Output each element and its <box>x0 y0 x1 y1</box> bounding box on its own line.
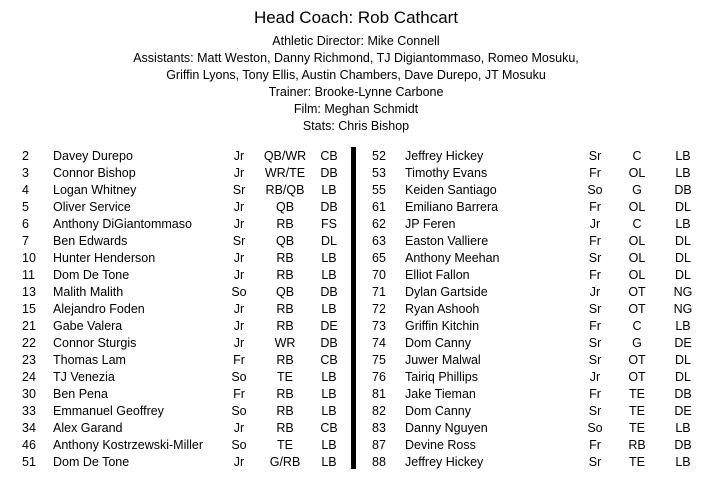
player-name: Jeffrey Hickey <box>405 455 484 469</box>
player-year: Jr <box>233 302 245 316</box>
offense-position: TE <box>277 370 293 384</box>
offense-position: WR/TE <box>264 166 306 180</box>
player-number: 46 <box>22 438 36 452</box>
offense-position: G <box>632 183 642 197</box>
player-number: 76 <box>372 370 386 384</box>
player-year: Fr <box>589 200 601 214</box>
roster-row <box>360 148 712 165</box>
player-number: 82 <box>372 404 386 418</box>
defense-position: DB <box>320 200 338 214</box>
player-number: 11 <box>22 268 35 282</box>
player-number: 71 <box>372 285 386 299</box>
player-name: Dom Canny <box>405 404 471 418</box>
player-name: Alex Garand <box>53 421 123 435</box>
roster-row <box>0 250 350 267</box>
player-year: Sr <box>232 234 246 248</box>
defense-position: DL <box>675 251 691 265</box>
player-name: Griffin Kitchin <box>405 319 480 333</box>
offense-position: QB/WR <box>263 149 307 163</box>
player-name: Juwer Malwal <box>405 353 481 367</box>
player-number: 70 <box>372 268 386 282</box>
roster-row <box>360 165 712 182</box>
player-number: 62 <box>372 217 386 231</box>
roster-row <box>0 369 350 386</box>
offense-position: QB <box>275 200 295 214</box>
player-name: Ben Edwards <box>53 234 128 248</box>
player-number: 10 <box>22 251 36 265</box>
assistants-line-1: Assistants: Matt Weston, Danny Richmond, TJ Digiantommaso, Romeo Mosuku, <box>133 51 579 65</box>
roster-row <box>360 199 712 216</box>
defense-position: DL <box>675 353 691 367</box>
offense-position: RB <box>276 217 294 231</box>
player-number: 21 <box>22 319 36 333</box>
player-year: Sr <box>588 353 602 367</box>
defense-position: DE <box>674 404 692 418</box>
defense-position: DB <box>674 438 692 452</box>
defense-position: LB <box>321 302 337 316</box>
roster-row <box>360 318 712 335</box>
player-number: 13 <box>22 285 36 299</box>
player-name: Emiliano Barrera <box>405 200 499 214</box>
player-number: 5 <box>22 200 29 214</box>
defense-position: DL <box>675 370 691 384</box>
offense-position: TE <box>277 438 293 452</box>
athletic-director-line: Athletic Director: Mike Connell <box>272 34 440 48</box>
player-year: Sr <box>232 183 246 197</box>
player-number: 6 <box>22 217 29 231</box>
offense-position: RB <box>276 302 294 316</box>
offense-position: OL <box>628 234 646 248</box>
offense-position: RB <box>276 319 294 333</box>
player-name: JP Feren <box>405 217 456 231</box>
roster-row <box>360 454 712 471</box>
defense-position: LB <box>321 251 337 265</box>
player-name: Logan Whitney <box>53 183 137 197</box>
player-year: Sr <box>588 251 602 265</box>
defense-position: NG <box>673 285 693 299</box>
player-year: So <box>231 438 247 452</box>
player-number: 15 <box>22 302 36 316</box>
offense-position: QB <box>275 285 295 299</box>
roster-row <box>360 301 712 318</box>
player-number: 4 <box>22 183 29 197</box>
defense-position: DL <box>675 200 691 214</box>
defense-position: LB <box>321 404 337 418</box>
player-number: 81 <box>372 387 386 401</box>
offense-position: C <box>632 149 642 163</box>
film-line: Film: Meghan Schmidt <box>293 102 419 116</box>
player-number: 63 <box>372 234 386 248</box>
player-year: Fr <box>589 166 601 180</box>
player-name: Elliot Fallon <box>405 268 470 282</box>
player-name: Tairiq Phillips <box>405 370 478 384</box>
player-name: Ben Pena <box>53 387 108 401</box>
head-coach-title: Head Coach: Rob Cathcart <box>253 8 459 27</box>
offense-position: OT <box>628 370 646 384</box>
offense-position: C <box>632 217 642 231</box>
roster-row <box>360 233 712 250</box>
player-name: Jeffrey Hickey <box>405 149 484 163</box>
offense-position: OL <box>628 251 646 265</box>
roster-row <box>0 216 350 233</box>
roster-row <box>0 165 350 182</box>
defense-position: DL <box>321 234 337 248</box>
player-name: Timothy Evans <box>405 166 488 180</box>
player-year: So <box>587 421 603 435</box>
player-name: Connor Bishop <box>53 166 136 180</box>
offense-position: RB <box>276 387 294 401</box>
player-name: Thomas Lam <box>53 353 126 367</box>
offense-position: RB <box>628 438 646 452</box>
player-number: 2 <box>22 149 29 163</box>
roster-row <box>360 216 712 233</box>
player-year: Fr <box>233 353 245 367</box>
defense-position: FS <box>321 217 337 231</box>
player-name: Keiden Santiago <box>405 183 497 197</box>
player-year: Fr <box>589 268 601 282</box>
defense-position: DL <box>675 234 691 248</box>
defense-position: LB <box>675 166 691 180</box>
player-number: 51 <box>22 455 36 469</box>
player-name: Jake Tieman <box>405 387 476 401</box>
roster-row <box>0 301 350 318</box>
offense-position: RB <box>276 268 294 282</box>
player-year: Sr <box>588 404 602 418</box>
player-year: So <box>231 404 247 418</box>
player-year: Jr <box>589 370 601 384</box>
player-name: Anthony Kostrzewski-Miller <box>53 438 204 452</box>
player-number: 22 <box>22 336 36 350</box>
player-year: Jr <box>233 149 245 163</box>
player-year: Jr <box>233 217 245 231</box>
player-year: So <box>231 370 247 384</box>
player-number: 65 <box>372 251 386 265</box>
roster-row <box>0 267 350 284</box>
offense-position: RB <box>276 421 294 435</box>
defense-position: LB <box>321 387 337 401</box>
player-number: 33 <box>22 404 36 418</box>
roster-row <box>360 182 712 199</box>
player-name: Gabe Valera <box>53 319 123 333</box>
defense-position: LB <box>321 455 337 469</box>
roster-row <box>360 437 712 454</box>
roster-row <box>360 403 712 420</box>
offense-position: TE <box>629 455 645 469</box>
column-divider <box>351 147 356 469</box>
roster-row <box>360 386 712 403</box>
defense-position: DB <box>320 166 338 180</box>
player-name: Dylan Gartside <box>405 285 488 299</box>
offense-position: RB <box>276 251 294 265</box>
offense-position: RB <box>276 353 294 367</box>
offense-position: TE <box>629 421 645 435</box>
offense-position: OL <box>628 166 646 180</box>
defense-position: CB <box>320 353 338 367</box>
roster-row <box>360 352 712 369</box>
player-name: Anthony Meehan <box>405 251 500 265</box>
player-number: 73 <box>372 319 386 333</box>
player-year: Jr <box>233 268 245 282</box>
player-year: Jr <box>233 421 245 435</box>
roster-row <box>0 182 350 199</box>
roster-row <box>0 199 350 216</box>
trainer-line: Trainer: Brooke-Lynne Carbone <box>268 85 444 99</box>
player-number: 3 <box>22 166 29 180</box>
roster-row <box>0 454 350 471</box>
roster-row <box>0 318 350 335</box>
player-number: 83 <box>372 421 386 435</box>
player-year: So <box>231 285 247 299</box>
player-name: Devine Ross <box>405 438 476 452</box>
offense-position: OT <box>628 285 646 299</box>
player-number: 61 <box>372 200 386 214</box>
defense-position: LB <box>675 421 691 435</box>
roster-row <box>360 335 712 352</box>
player-number: 74 <box>372 336 386 350</box>
player-name: TJ Venezia <box>53 370 115 384</box>
roster-row <box>360 420 712 437</box>
player-name: Connor Sturgis <box>53 336 137 350</box>
player-year: Jr <box>233 251 245 265</box>
player-year: Fr <box>589 387 601 401</box>
defense-position: DE <box>320 319 338 333</box>
player-number: 30 <box>22 387 36 401</box>
assistants-line-2: Griffin Lyons, Tony Ellis, Austin Chambers, Dave Durepo, JT Mosuku <box>166 68 546 82</box>
offense-position: C <box>632 319 642 333</box>
defense-position: CB <box>320 149 338 163</box>
player-number: 53 <box>372 166 386 180</box>
player-year: Fr <box>589 234 601 248</box>
player-year: Jr <box>233 336 245 350</box>
player-year: Jr <box>233 319 245 333</box>
roster-row <box>0 403 350 420</box>
player-name: Dom Canny <box>405 336 471 350</box>
defense-position: DB <box>674 387 692 401</box>
player-number: 72 <box>372 302 386 316</box>
roster-row <box>0 284 350 301</box>
player-year: Sr <box>588 336 602 350</box>
offense-position: QB <box>275 234 295 248</box>
offense-position: OT <box>628 302 646 316</box>
defense-position: DE <box>674 336 692 350</box>
defense-position: LB <box>321 370 337 384</box>
player-name: Davey Durepo <box>53 149 133 163</box>
defense-position: LB <box>675 149 691 163</box>
player-year: Jr <box>589 285 601 299</box>
player-year: Jr <box>233 166 245 180</box>
player-number: 75 <box>372 353 386 367</box>
defense-position: LB <box>675 319 691 333</box>
player-name: Emmanuel Geoffrey <box>53 404 164 418</box>
player-year: So <box>587 183 603 197</box>
roster-row <box>0 352 350 369</box>
defense-position: LB <box>321 268 337 282</box>
defense-position: CB <box>320 421 338 435</box>
player-number: 23 <box>22 353 36 367</box>
offense-position: RB <box>276 404 294 418</box>
roster-row <box>0 233 350 250</box>
roster-row <box>0 420 350 437</box>
player-name: Dom De Tone <box>53 268 130 282</box>
offense-position: OT <box>628 353 646 367</box>
defense-position: DB <box>320 336 338 350</box>
defense-position: LB <box>675 217 691 231</box>
offense-position: OL <box>628 268 646 282</box>
player-number: 87 <box>372 438 386 452</box>
player-number: 24 <box>22 370 36 384</box>
defense-position: LB <box>321 183 337 197</box>
defense-position: NG <box>673 302 693 316</box>
offense-position: G <box>632 336 642 350</box>
roster-row <box>360 250 712 267</box>
player-year: Sr <box>588 302 602 316</box>
player-number: 7 <box>22 234 29 248</box>
offense-position: OL <box>628 200 646 214</box>
player-name: Dom De Tone <box>53 455 130 469</box>
player-name: Anthony DiGiantommaso <box>53 217 192 231</box>
defense-position: DL <box>675 268 691 282</box>
player-year: Fr <box>233 387 245 401</box>
player-number: 55 <box>372 183 386 197</box>
player-year: Jr <box>589 217 601 231</box>
defense-position: LB <box>675 455 691 469</box>
player-name: Hunter Henderson <box>53 251 156 265</box>
player-name: Ryan Ashooh <box>405 302 480 316</box>
offense-position: G/RB <box>269 455 301 469</box>
player-year: Jr <box>233 455 245 469</box>
player-year: Sr <box>588 455 602 469</box>
defense-position: LB <box>321 438 337 452</box>
offense-position: TE <box>629 387 645 401</box>
roster-right-column <box>360 148 712 471</box>
roster-row <box>360 267 712 284</box>
offense-position: RB/QB <box>265 183 305 197</box>
roster-row <box>360 284 712 301</box>
player-name: Malith Malith <box>53 285 124 299</box>
defense-position: DB <box>674 183 692 197</box>
stats-line: Stats: Chris Bishop <box>302 119 410 133</box>
player-year: Sr <box>588 149 602 163</box>
roster-left-column <box>0 148 350 471</box>
player-number: 88 <box>372 455 386 469</box>
roster-row <box>0 437 350 454</box>
player-name: Easton Valliere <box>405 234 489 248</box>
player-year: Fr <box>589 319 601 333</box>
roster-row <box>360 369 712 386</box>
offense-position: TE <box>629 404 645 418</box>
player-name: Oliver Service <box>53 200 131 214</box>
player-year: Jr <box>233 200 245 214</box>
roster-row <box>0 335 350 352</box>
player-number: 52 <box>372 149 386 163</box>
roster-row <box>0 148 350 165</box>
player-year: Fr <box>589 438 601 452</box>
offense-position: WR <box>274 336 296 350</box>
player-name: Alejandro Foden <box>53 302 145 316</box>
roster-row <box>0 386 350 403</box>
player-number: 34 <box>22 421 36 435</box>
defense-position: DB <box>320 285 338 299</box>
player-name: Danny Nguyen <box>405 421 488 435</box>
